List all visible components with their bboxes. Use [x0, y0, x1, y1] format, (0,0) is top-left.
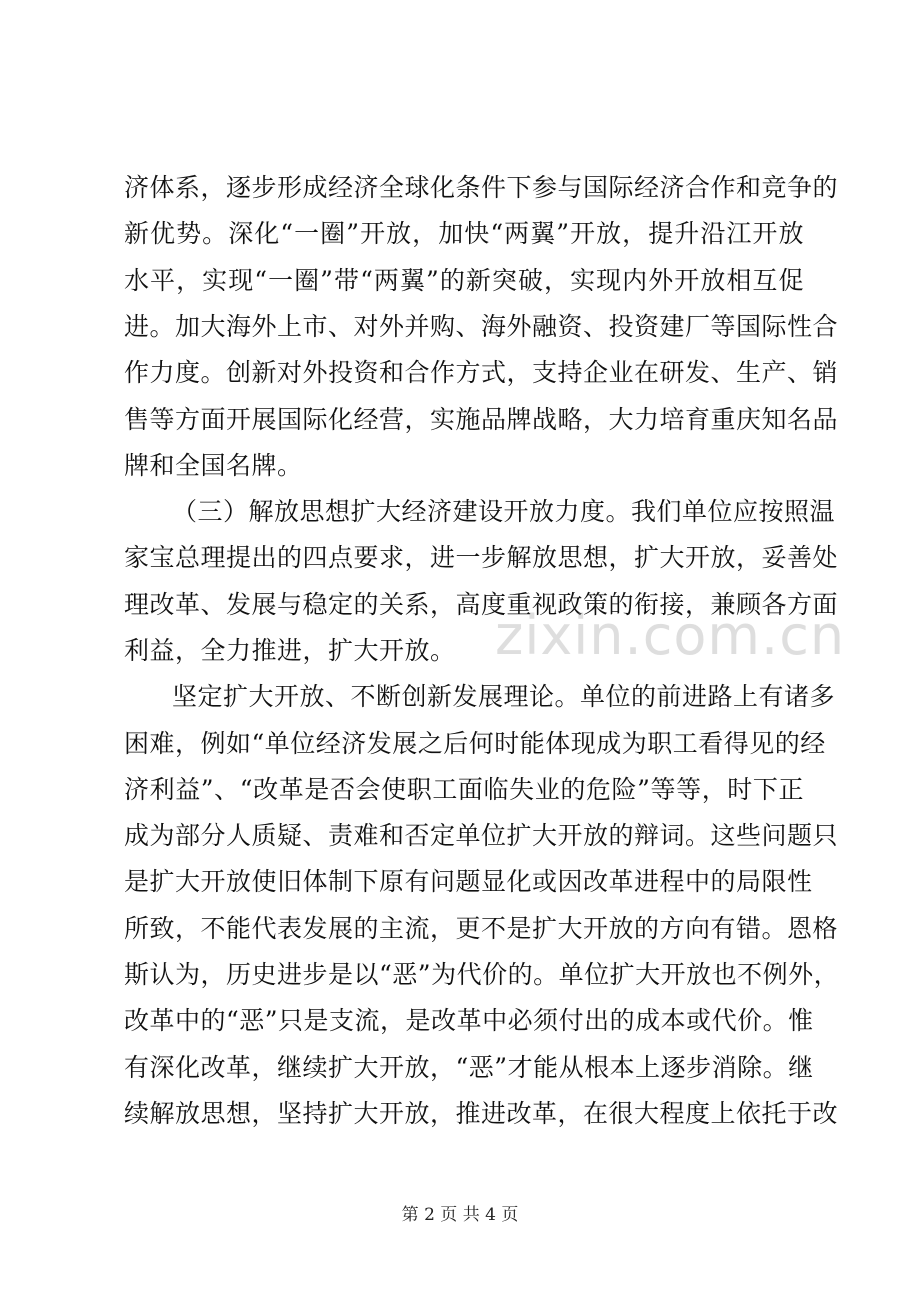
text-line: 家宝总理提出的四点要求，进一步解放思想，扩大开放，妥善处 [124, 543, 839, 572]
text-line: 新优势。深化“一圈”开放，加快“两翼”开放，提升沿江开放 [124, 219, 804, 248]
text-line: 作力度。创新对外投资和合作方式，支持企业在研发、生产、销 [124, 358, 839, 387]
text-line: 续解放思想，坚持扩大开放，推进改革，在很大程度上依托于改 [124, 1099, 839, 1128]
text-line: 牌和全国名牌。 [124, 451, 303, 480]
text-line: 所致，不能代表发展的主流，更不是扩大开放的方向有错。恩格 [124, 914, 839, 943]
section-heading-line: （三）解放思想扩大经济建设开放力度。我们单位应按照温 [172, 497, 836, 526]
text-line: 有深化改革，继续扩大开放，“恶”才能从根本上逐步消除。继 [124, 1053, 814, 1082]
text-line: 改革中的“恶”只是支流，是改革中必须付出的成本或代价。惟 [124, 1006, 814, 1035]
page-number-footer: 第 2 页 共 4 页 [401, 1205, 519, 1225]
watermark: zixin.com.cn [495, 604, 846, 667]
text-line: 利益，全力推进，扩大开放。 [124, 636, 456, 665]
text-line: 济体系，逐步形成经济全球化条件下参与国际经济合作和竞争的 [124, 173, 839, 202]
text-line: 进。加大海外上市、对外并购、海外融资、投资建厂等国际性合 [124, 312, 839, 341]
text-line: 斯认为，历史进步是以“恶”为代价的。单位扩大开放也不例外， [124, 960, 840, 989]
text-line: 理改革、发展与稳定的关系，高度重视政策的衔接，兼顾各方面 [124, 590, 839, 619]
text-line: 困难，例如“单位经济发展之后何时能体现成为职工看得见的经 [124, 729, 826, 758]
text-line: 成为部分人质疑、责难和否定单位扩大开放的辩词。这些问题只 [124, 821, 839, 850]
text-line: 是扩大开放使旧体制下原有问题显化或因改革进程中的局限性 [124, 867, 813, 896]
text-line: 水平，实现“一圈”带“两翼”的新突破，实现内外开放相互促 [124, 266, 804, 295]
text-line: 售等方面开展国际化经营，实施品牌战略，大力培育重庆知名品 [124, 405, 839, 434]
text-line: 济利益”、“改革是否会使职工面临失业的危险”等等，时下正 [124, 775, 804, 804]
paragraph-start-line: 坚定扩大开放、不断创新发展理论。单位的前进路上有诸多 [172, 682, 836, 711]
